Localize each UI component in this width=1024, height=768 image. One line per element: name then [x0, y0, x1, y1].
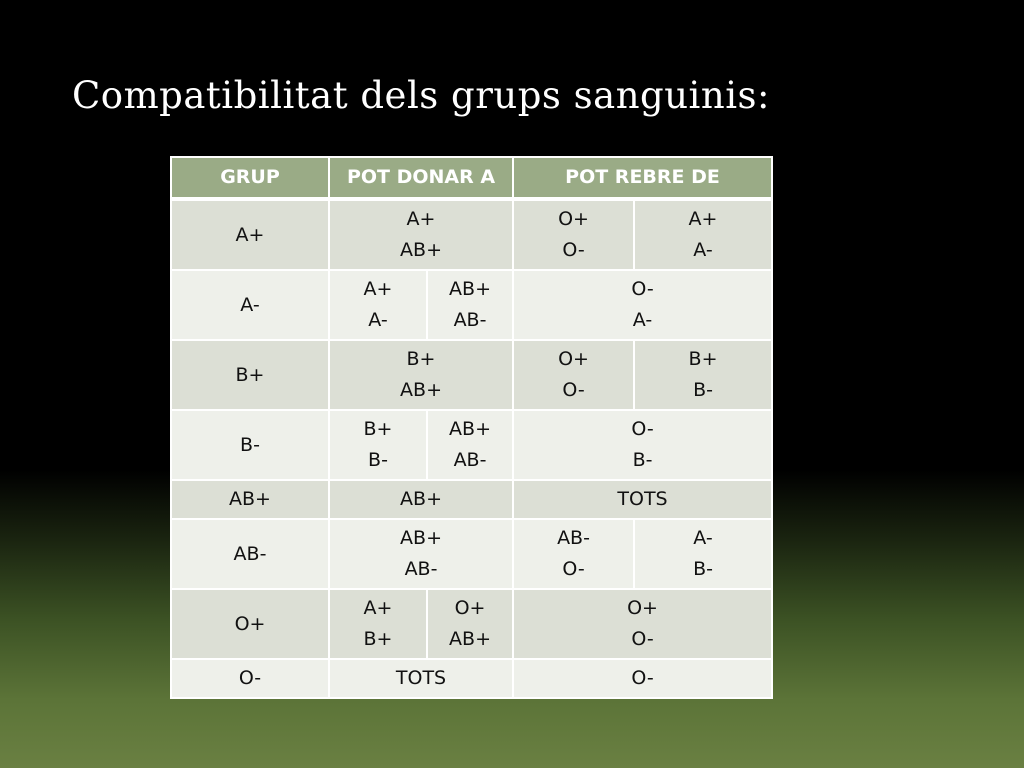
cell-value: A+	[688, 208, 718, 230]
table-row	[171, 199, 772, 270]
cell-value: A+	[363, 278, 393, 300]
table-row	[171, 270, 772, 340]
can-donate-cell	[329, 340, 513, 410]
cell-value: TOTS	[617, 488, 668, 510]
cell-value: TOTS	[395, 667, 447, 689]
cell-value: O+	[558, 348, 589, 370]
cell-value: A-	[368, 309, 388, 331]
can-donate-cell	[329, 480, 513, 519]
can-donate-cell	[329, 270, 427, 340]
can-donate-cell	[329, 199, 513, 270]
cell-value: B-	[632, 449, 653, 471]
group-cell: AB+	[171, 480, 329, 519]
group-cell: O-	[171, 659, 329, 698]
cell-value: B-	[693, 558, 713, 580]
cell-value: AB+	[449, 628, 491, 650]
cell-value: O-	[631, 278, 654, 300]
cell-value: B-	[693, 379, 713, 401]
cell-value: AB+	[400, 239, 442, 261]
group-cell: B-	[171, 410, 329, 480]
can-receive-cell	[513, 340, 634, 410]
can-donate-cell	[329, 589, 427, 659]
group-cell: B+	[171, 340, 329, 410]
can-donate-cell	[329, 410, 427, 480]
cell-value: AB-	[404, 558, 438, 580]
cell-value: A-	[693, 527, 713, 549]
cell-value: B+	[688, 348, 718, 370]
cell-value: O+	[558, 208, 589, 230]
blood-compatibility-table	[170, 156, 773, 699]
group-cell: O+	[171, 589, 329, 659]
can-receive-cell	[513, 589, 772, 659]
cell-value: B+	[363, 628, 393, 650]
table-row	[171, 340, 772, 410]
table-row	[171, 480, 772, 519]
can-receive-cell	[513, 270, 772, 340]
can-donate-cell	[329, 519, 513, 589]
cell-value: AB+	[449, 418, 491, 440]
cell-value: A-	[693, 239, 713, 261]
cell-value: A+	[363, 597, 393, 619]
can-receive-cell	[513, 199, 634, 270]
table-header-row	[171, 157, 772, 199]
cell-value: O-	[562, 558, 585, 580]
can-receive-cell	[634, 199, 772, 270]
can-donate-cell	[427, 410, 513, 480]
table-row	[171, 410, 772, 480]
cell-value: O+	[627, 597, 658, 619]
slide-title: Compatibilitat dels grups sanguinis:	[72, 74, 771, 117]
cell-value: AB-	[453, 449, 487, 471]
can-receive-cell	[513, 410, 772, 480]
group-cell: AB-	[171, 519, 329, 589]
cell-value: AB+	[449, 278, 491, 300]
cell-value: B+	[406, 348, 436, 370]
cell-value: B+	[363, 418, 393, 440]
can-receive-cell	[513, 519, 634, 589]
table-row	[171, 659, 772, 698]
table-row	[171, 519, 772, 589]
cell-value: A+	[406, 208, 436, 230]
can-donate-cell	[427, 589, 513, 659]
cell-value: AB+	[400, 379, 442, 401]
can-donate-cell	[427, 270, 513, 340]
header-pot-donar-a: POT DONAR A	[329, 157, 513, 199]
cell-value: O-	[562, 239, 585, 261]
group-cell: A-	[171, 270, 329, 340]
group-cell: A+	[171, 199, 329, 270]
can-receive-cell	[634, 519, 772, 589]
can-donate-cell	[329, 659, 513, 698]
cell-value: A-	[632, 309, 653, 331]
cell-value: O-	[631, 418, 654, 440]
cell-value: AB-	[453, 309, 487, 331]
cell-value: O+	[454, 597, 486, 619]
can-receive-cell	[513, 480, 772, 519]
cell-value: AB-	[557, 527, 590, 549]
cell-value: B-	[368, 449, 388, 471]
cell-value: O-	[631, 628, 654, 650]
cell-value: O-	[631, 667, 654, 689]
header-grup: GRUP	[171, 157, 329, 199]
cell-value: O-	[562, 379, 585, 401]
can-receive-cell	[634, 340, 772, 410]
header-pot-rebre-de: POT REBRE DE	[513, 157, 772, 199]
table-row	[171, 589, 772, 659]
cell-value: AB+	[400, 488, 442, 510]
can-receive-cell	[513, 659, 772, 698]
cell-value: AB+	[400, 527, 442, 549]
